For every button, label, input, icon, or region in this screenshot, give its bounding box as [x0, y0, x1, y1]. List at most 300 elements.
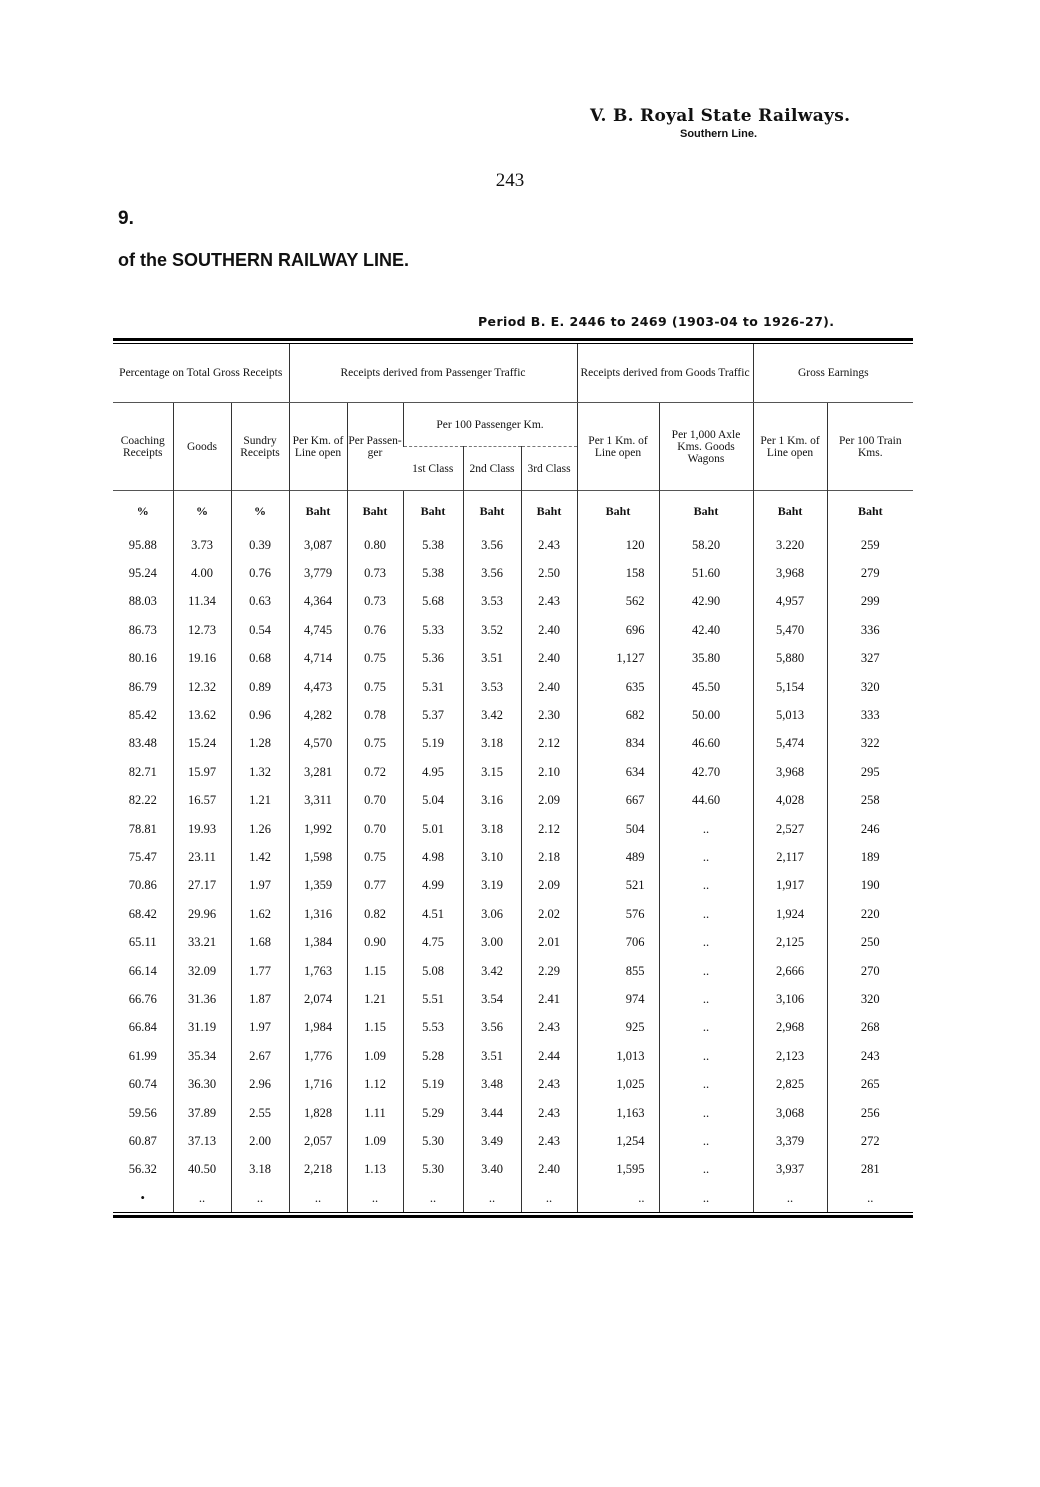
table-cell: 0.75 [347, 843, 403, 871]
table-cell: 80.16 [128, 651, 157, 666]
table-cell: .. [347, 1184, 403, 1212]
table-cell: 1.97 [231, 872, 289, 900]
table-cell: .. [659, 900, 753, 928]
unit-cell: % [113, 491, 173, 532]
table-cell: 40.50 [173, 1156, 231, 1184]
col-coaching: Coaching Receipts [113, 403, 173, 491]
table-cell: 4.51 [403, 900, 463, 928]
table-cell: 0.76 [347, 616, 403, 644]
col-per-km-line: Per Km. of Line open [289, 403, 347, 491]
table-cell: 0.89 [231, 673, 289, 701]
table-cell: 1.12 [347, 1070, 403, 1098]
table-cell: 190 [827, 872, 913, 900]
table-cell: 42.40 [659, 616, 753, 644]
table-cell: 1.68 [231, 928, 289, 956]
table-cell: 2,968 [753, 1014, 827, 1042]
table-cell: 1.26 [231, 815, 289, 843]
table-row [113, 957, 913, 985]
table-cell: 5.53 [403, 1014, 463, 1042]
col-goods-per-1000-axle: Per 1,000 Axle Kms. Goods Wagons [659, 403, 753, 491]
table-cell: 3.53 [463, 673, 521, 701]
table-cell: 1,254 [577, 1127, 659, 1155]
table-body [113, 531, 913, 1212]
table-cell: .. [577, 1184, 659, 1212]
table-cell: .. [753, 1184, 827, 1212]
table-cell: 268 [827, 1014, 913, 1042]
table-cell: 258 [827, 787, 913, 815]
table-cell: 33.21 [173, 928, 231, 956]
table-cell: 2.43 [521, 1070, 577, 1098]
table-cell: 4,570 [289, 730, 347, 758]
table-cell: 2.43 [521, 1099, 577, 1127]
table-cell: 5.36 [403, 645, 463, 673]
table-cell: 2.30 [521, 701, 577, 729]
table-cell: 86.79 [128, 679, 157, 694]
table-cell: 682 [577, 701, 659, 729]
group-percentage: Percentage on Total Gross Receipts [113, 344, 289, 403]
table-cell: 5.31 [403, 673, 463, 701]
table-cell: .. [659, 815, 753, 843]
table-cell: 2.41 [521, 985, 577, 1013]
table-cell: 562 [577, 588, 659, 616]
bottom-rule [113, 1212, 913, 1218]
table-cell: 13.62 [173, 701, 231, 729]
table-cell: 1.13 [347, 1156, 403, 1184]
col-third-class: 3rd Class [521, 447, 577, 491]
table-cell: 65.11 [128, 935, 157, 950]
unit-cell: % [231, 491, 289, 532]
table-cell: 5.04 [403, 787, 463, 815]
table-cell: 3.52 [463, 616, 521, 644]
table-row [113, 1042, 913, 1070]
table-row [113, 1184, 913, 1212]
table-cell: 75.47 [128, 849, 157, 864]
table-cell: 925 [577, 1014, 659, 1042]
unit-cell: Baht [577, 491, 659, 532]
table-cell: 5.38 [403, 531, 463, 559]
table-cell: 37.13 [173, 1127, 231, 1155]
table-cell: 1.62 [231, 900, 289, 928]
table-cell: 0.75 [347, 673, 403, 701]
table-cell: 3.42 [463, 957, 521, 985]
unit-cell: Baht [659, 491, 753, 532]
table-cell: 3.16 [463, 787, 521, 815]
table-cell: 3.18 [231, 1156, 289, 1184]
table-cell: 576 [577, 900, 659, 928]
table-cell: 45.50 [659, 673, 753, 701]
table-cell: 5.28 [403, 1042, 463, 1070]
table-cell: .. [403, 1184, 463, 1212]
table-cell: 3,937 [753, 1156, 827, 1184]
table-cell: 220 [827, 900, 913, 928]
table-cell: 3.18 [463, 730, 521, 758]
table-cell: 0.70 [347, 815, 403, 843]
table-cell: 3.53 [463, 588, 521, 616]
table-cell: 265 [827, 1070, 913, 1098]
table-cell: 61.99 [128, 1048, 157, 1063]
table-cell: 1,316 [289, 900, 347, 928]
table-cell: 3,087 [289, 531, 347, 559]
table-cell: 333 [827, 701, 913, 729]
table-cell: 1.77 [231, 957, 289, 985]
table-cell: .. [289, 1184, 347, 1212]
table-cell: 59.56 [128, 1105, 157, 1120]
table-cell: 2,125 [753, 928, 827, 956]
table-cell: 95.88 [128, 537, 157, 552]
unit-cell: Baht [753, 491, 827, 532]
table-cell: 120 [577, 531, 659, 559]
table-cell: .. [659, 1099, 753, 1127]
table-cell: 2.09 [521, 872, 577, 900]
table-row [113, 673, 913, 701]
table-cell: 0.80 [347, 531, 403, 559]
table-cell: 19.16 [173, 645, 231, 673]
table-cell: 1,359 [289, 872, 347, 900]
table-cell: 5,154 [753, 673, 827, 701]
table-cell: 3.51 [463, 1042, 521, 1070]
table-cell: 521 [577, 872, 659, 900]
table-heading: of the SOUTHERN RAILWAY LINE. [118, 250, 410, 270]
table-cell: 3.00 [463, 928, 521, 956]
table-cell: 0.78 [347, 701, 403, 729]
table-cell: 3.48 [463, 1070, 521, 1098]
table-cell: 1.21 [231, 787, 289, 815]
table-cell: 696 [577, 616, 659, 644]
table-cell: 50.00 [659, 701, 753, 729]
period-caption: Period B. E. 2446 to 2469 (1903-04 to 1926-27). [478, 314, 835, 329]
statistics-table-wrapper [113, 338, 913, 1218]
table-cell: .. [659, 957, 753, 985]
table-cell: 336 [827, 616, 913, 644]
table-cell: 82.22 [128, 793, 157, 808]
table-cell: .. [659, 843, 753, 871]
statistics-table [113, 344, 913, 1212]
table-cell: 2.50 [521, 559, 577, 587]
table-cell: 1,127 [577, 645, 659, 673]
table-cell: 1.11 [347, 1099, 403, 1127]
table-cell: 299 [827, 588, 913, 616]
units-row [113, 491, 913, 532]
table-cell: 3,281 [289, 758, 347, 786]
table-cell: .. [827, 1184, 913, 1212]
table-cell: 0.76 [231, 559, 289, 587]
table-cell: 3.40 [463, 1156, 521, 1184]
table-cell: 16.57 [173, 787, 231, 815]
railway-title: V. B. Royal State Railways. [590, 106, 851, 126]
table-cell: 3.10 [463, 843, 521, 871]
group-passenger: Receipts derived from Passenger Traffic [289, 344, 577, 403]
table-cell: 322 [827, 730, 913, 758]
unit-cell: Baht [827, 491, 913, 532]
table-cell: 243 [827, 1042, 913, 1070]
table-cell: 70.86 [128, 878, 157, 893]
table-cell: 3,068 [753, 1099, 827, 1127]
table-cell: 4,028 [753, 787, 827, 815]
table-cell: 27.17 [173, 872, 231, 900]
table-cell: 4.00 [173, 559, 231, 587]
table-cell: 37.89 [173, 1099, 231, 1127]
table-cell: 1.15 [347, 1014, 403, 1042]
table-row [113, 1127, 913, 1155]
table-cell: 0.72 [347, 758, 403, 786]
table-cell: 32.09 [173, 957, 231, 985]
table-cell: 1,716 [289, 1070, 347, 1098]
table-cell: 2.43 [521, 588, 577, 616]
table-cell: 320 [827, 673, 913, 701]
table-cell: 5,013 [753, 701, 827, 729]
table-cell: 1,163 [577, 1099, 659, 1127]
table-cell: 2,666 [753, 957, 827, 985]
table-cell: 1,828 [289, 1099, 347, 1127]
table-cell: 5.29 [403, 1099, 463, 1127]
table-cell: 36.30 [173, 1070, 231, 1098]
table-cell: 3,379 [753, 1127, 827, 1155]
table-cell: 3.19 [463, 872, 521, 900]
table-row [113, 1099, 913, 1127]
table-cell: 58.20 [659, 531, 753, 559]
unit-cell: Baht [463, 491, 521, 532]
table-cell: 1,384 [289, 928, 347, 956]
table-cell: 5,470 [753, 616, 827, 644]
table-cell: 5.01 [403, 815, 463, 843]
table-cell: 66.14 [128, 963, 157, 978]
table-cell: 5.37 [403, 701, 463, 729]
table-cell: .. [659, 1127, 753, 1155]
table-cell: 0.75 [347, 730, 403, 758]
table-cell: 0.39 [231, 531, 289, 559]
table-cell: 272 [827, 1127, 913, 1155]
table-cell: 2.10 [521, 758, 577, 786]
table-cell: 1.87 [231, 985, 289, 1013]
table-cell: 5.30 [403, 1127, 463, 1155]
table-cell: 2,074 [289, 985, 347, 1013]
table-cell: 189 [827, 843, 913, 871]
table-row [113, 531, 913, 559]
table-cell: 0.82 [347, 900, 403, 928]
table-cell: 15.24 [173, 730, 231, 758]
table-cell: 66.76 [128, 991, 157, 1006]
table-cell: 1.32 [231, 758, 289, 786]
table-cell: 1,924 [753, 900, 827, 928]
table-cell: 23.11 [173, 843, 231, 871]
table-cell: 2.01 [521, 928, 577, 956]
table-cell: 327 [827, 645, 913, 673]
unit-cell: Baht [403, 491, 463, 532]
section-number: 9. [118, 208, 134, 229]
table-cell: 2.43 [521, 531, 577, 559]
table-cell: 1.42 [231, 843, 289, 871]
table-cell: 15.97 [173, 758, 231, 786]
table-cell: 31.36 [173, 985, 231, 1013]
table-cell: 0.77 [347, 872, 403, 900]
table-cell: 1,992 [289, 815, 347, 843]
table-cell: 4,364 [289, 588, 347, 616]
table-row [113, 559, 913, 587]
table-cell: 2.40 [521, 1156, 577, 1184]
table-cell: 279 [827, 559, 913, 587]
table-cell: 2.02 [521, 900, 577, 928]
table-cell: 0.70 [347, 787, 403, 815]
table-row [113, 872, 913, 900]
col-first-class: 1st Class [403, 447, 463, 491]
col-per-passenger: Per Passen- ger [347, 403, 403, 491]
table-cell: .. [659, 872, 753, 900]
table-cell: 1.21 [347, 985, 403, 1013]
table-cell: 5.19 [403, 1070, 463, 1098]
table-cell: 2,123 [753, 1042, 827, 1070]
table-cell: 158 [577, 559, 659, 587]
table-cell: 5.68 [403, 588, 463, 616]
table-cell: 12.32 [173, 673, 231, 701]
col-goods: Goods [173, 403, 231, 491]
table-cell: 51.60 [659, 559, 753, 587]
table-cell: 2,527 [753, 815, 827, 843]
table-cell: .. [659, 928, 753, 956]
table-cell: .. [231, 1184, 289, 1212]
table-cell: 4,714 [289, 645, 347, 673]
table-cell: 295 [827, 758, 913, 786]
table-cell: 19.93 [173, 815, 231, 843]
table-cell: .. [521, 1184, 577, 1212]
table-cell: 5.51 [403, 985, 463, 1013]
table-row [113, 1070, 913, 1098]
table-cell: 4,957 [753, 588, 827, 616]
table-cell: 60.87 [128, 1133, 157, 1148]
page-header [590, 106, 900, 140]
table-cell: 60.74 [128, 1077, 157, 1092]
table-row [113, 985, 913, 1013]
table-cell: 2.12 [521, 815, 577, 843]
table-row [113, 730, 913, 758]
table-cell: 3,779 [289, 559, 347, 587]
table-cell: 2.96 [231, 1070, 289, 1098]
table-cell: 85.42 [128, 708, 157, 723]
table-cell: 489 [577, 843, 659, 871]
table-cell: 88.03 [128, 594, 157, 609]
table-cell: 95.24 [128, 566, 157, 581]
table-cell: 2.00 [231, 1127, 289, 1155]
table-cell: 5.30 [403, 1156, 463, 1184]
col-gross-per-100-train: Per 100 Train Kms. [827, 403, 913, 491]
table-cell: 3.73 [173, 531, 231, 559]
table-cell: 0.54 [231, 616, 289, 644]
table-cell: 3.56 [463, 559, 521, 587]
col-goods-per-km: Per 1 Km. of Line open [577, 403, 659, 491]
table-cell: • [140, 1190, 145, 1205]
table-row [113, 588, 913, 616]
table-cell: 1.09 [347, 1042, 403, 1070]
table-cell: .. [659, 1184, 753, 1212]
table-cell: 12.73 [173, 616, 231, 644]
table-cell: 1.97 [231, 1014, 289, 1042]
table-cell: 706 [577, 928, 659, 956]
col-gross-per-km: Per 1 Km. of Line open [753, 403, 827, 491]
table-cell: 2.29 [521, 957, 577, 985]
table-cell: 56.32 [128, 1162, 157, 1177]
table-cell: 634 [577, 758, 659, 786]
table-cell: 320 [827, 985, 913, 1013]
table-cell: 3.56 [463, 531, 521, 559]
table-cell: 11.34 [173, 588, 231, 616]
table-cell: 2.09 [521, 787, 577, 815]
table-cell: 2,825 [753, 1070, 827, 1098]
table-cell: 1,025 [577, 1070, 659, 1098]
table-row [113, 645, 913, 673]
table-cell: 1,598 [289, 843, 347, 871]
table-cell: 0.73 [347, 559, 403, 587]
table-cell: 855 [577, 957, 659, 985]
table-cell: .. [173, 1184, 231, 1212]
table-cell: 35.80 [659, 645, 753, 673]
group-gross: Gross Earnings [753, 344, 913, 403]
table-cell: 1.15 [347, 957, 403, 985]
table-cell: 504 [577, 815, 659, 843]
table-cell: 66.84 [128, 1020, 157, 1035]
table-cell: 5.33 [403, 616, 463, 644]
table-cell: 0.68 [231, 645, 289, 673]
table-cell: .. [659, 1042, 753, 1070]
table-cell: 1,776 [289, 1042, 347, 1070]
table-cell: 78.81 [128, 821, 157, 836]
table-cell: 5.38 [403, 559, 463, 587]
table-row [113, 1156, 913, 1184]
group-per-100-passenger-km: Per 100 Passenger Km. [403, 403, 577, 447]
table-cell: 3.42 [463, 701, 521, 729]
table-cell: 31.19 [173, 1014, 231, 1042]
page-number: 243 [495, 170, 525, 191]
table-cell: 42.70 [659, 758, 753, 786]
table-cell: 3.54 [463, 985, 521, 1013]
table-cell: 2,117 [753, 843, 827, 871]
table-cell: 0.90 [347, 928, 403, 956]
table-cell: 3.56 [463, 1014, 521, 1042]
table-cell: 2,218 [289, 1156, 347, 1184]
table-cell: 35.34 [173, 1042, 231, 1070]
table-row [113, 758, 913, 786]
table-cell: 4,473 [289, 673, 347, 701]
unit-cell: Baht [347, 491, 403, 532]
table-cell: 635 [577, 673, 659, 701]
table-cell: 83.48 [128, 736, 157, 751]
table-cell: 1,595 [577, 1156, 659, 1184]
table-cell: 1.28 [231, 730, 289, 758]
col-second-class: 2nd Class [463, 447, 521, 491]
table-cell: 2.44 [521, 1042, 577, 1070]
table-cell: 1,917 [753, 872, 827, 900]
table-cell: 0.63 [231, 588, 289, 616]
table-cell: 974 [577, 985, 659, 1013]
table-cell: 250 [827, 928, 913, 956]
table-cell: 2.55 [231, 1099, 289, 1127]
unit-cell: Baht [289, 491, 347, 532]
table-cell: 2.12 [521, 730, 577, 758]
table-cell: 246 [827, 815, 913, 843]
line-subtitle: Southern Line. [680, 128, 757, 140]
table-cell: 0.73 [347, 588, 403, 616]
table-cell: 270 [827, 957, 913, 985]
table-row [113, 701, 913, 729]
table-cell: 3,311 [289, 787, 347, 815]
table-cell: 667 [577, 787, 659, 815]
table-cell: 5.19 [403, 730, 463, 758]
table-cell: 4.75 [403, 928, 463, 956]
table-cell: 3.18 [463, 815, 521, 843]
table-cell: 29.96 [173, 900, 231, 928]
table-cell: 82.71 [128, 764, 157, 779]
table-cell: 4,282 [289, 701, 347, 729]
table-cell: .. [659, 1014, 753, 1042]
table-cell: 3,968 [753, 559, 827, 587]
